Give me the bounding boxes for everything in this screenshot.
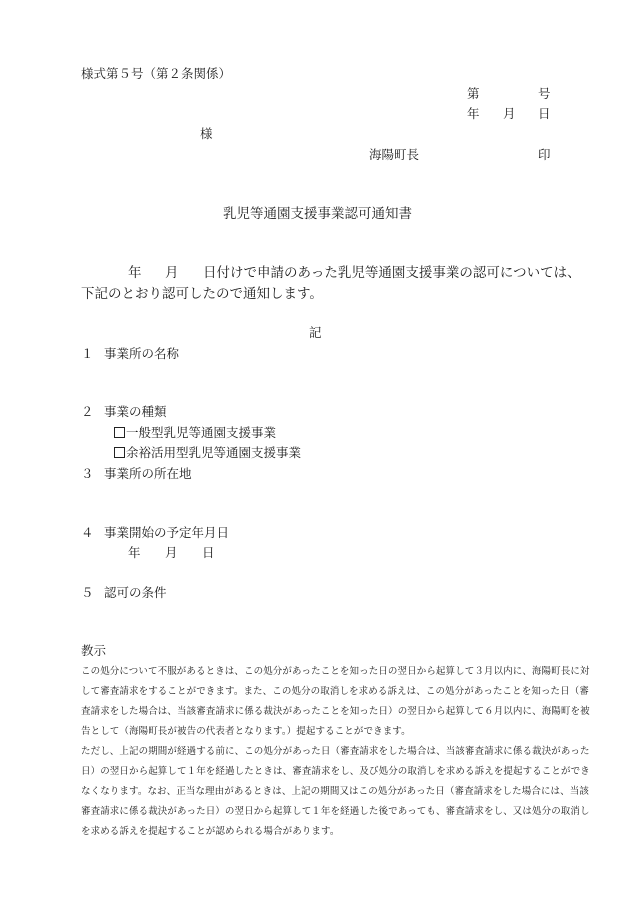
date-day: 日 [538,106,551,121]
form-number: 様式第５号（第２条関係） [81,66,232,81]
body-year: 年 [128,265,142,281]
date-month: 月 [503,106,516,121]
item-3-number: ３ [81,466,94,481]
item-4-number: ４ [81,525,94,540]
item-4-day: 日 [202,545,215,560]
notice-line: を求める訴えを提起することが認められる場合があります。 [81,826,340,837]
notice-text [81,662,590,842]
issuer-name: 海陽町長 [369,147,420,162]
notice-line: 告として（海陽町長が被告の代表者となります。）提起することができます。 [81,726,411,737]
item-1-label: 事業所の名称 [104,346,180,361]
checkbox-surplus[interactable] [114,447,125,458]
item-2-label: 事業の種類 [104,404,167,419]
notice-line: なくなります。なお、正当な理由があるときは、上記の期間又はこの処分があった日（審査請求をした場合には、当該 [81,786,589,797]
checkbox-general[interactable] [114,427,125,438]
item-4-label: 事業開始の予定年月日 [104,525,230,540]
notice-line: 日）の翌日から起算して１年を経過したときは、審査請求をし、及び処分の取消しを求める訴えを提起することができ [81,766,590,777]
notice-line: 審査請求に係る裁決があった日）の翌日から起算して１年を経過した後であっても、審査請求をし、又は処分の取消し [81,806,590,817]
ki-heading: 記 [309,325,322,340]
option-general [114,425,276,441]
notice-line: この処分について不服があるときは、この処分があったことを知った日の翌日から起算して３月以内に、海陽町長に対 [81,666,590,677]
item-5-number: ５ [81,585,94,600]
option-general-label: 一般型乳児等通園支援事業 [126,425,277,440]
item-1-number: １ [81,346,94,361]
seal-mark: 印 [538,147,551,162]
item-3-label: 事業所の所在地 [104,466,192,481]
notice-line: して審査請求をすることができます。また、この処分の取消しを求める訴えは、この処分があったことを知った日（審 [81,686,589,697]
addressee-suffix: 様 [200,126,213,141]
doc-number-suffix: 号 [538,86,551,101]
body-line-2: 下記のとおり認可したので通知します。 [81,286,323,302]
item-4-year: 年 [128,545,141,560]
item-2-number: ２ [81,404,94,419]
notice-line: ただし、上記の期間が経過する前に、この処分があった日（審査請求をした場合は、当該審査請求に係る裁決があった [81,746,590,757]
date-year: 年 [467,106,480,121]
body-line-1: 日付けで申請のあった乳児等通園支援事業の認可については、 [203,265,581,281]
item-5-label: 認可の条件 [104,585,167,600]
body-month: 月 [165,265,179,281]
option-surplus [114,445,301,461]
document-title: 乳児等通園支援事業認可通知書 [223,206,412,222]
notice-heading: 教示 [81,643,107,658]
doc-number-prefix: 第 [467,86,480,101]
item-4-month: 月 [165,545,178,560]
option-surplus-label: 余裕活用型乳児等通園支援事業 [126,445,302,460]
notice-line: 査請求をした場合は、当該審査請求に係る裁決があったことを知った日）の翌日から起算して６月以内に、海陽町を被 [81,706,590,717]
